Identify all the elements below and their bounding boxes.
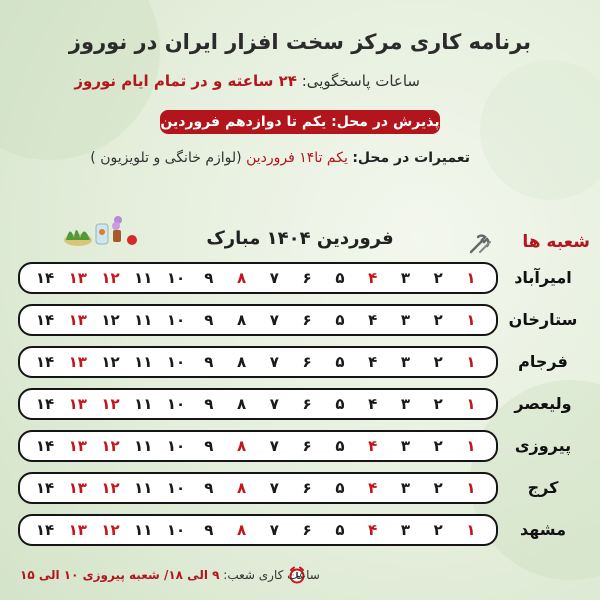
day-cell: ۸: [237, 395, 247, 413]
schedule-row: [18, 388, 498, 420]
day-cell: ۸: [237, 311, 247, 329]
day-cell: ۱۱: [134, 311, 153, 329]
day-cell: ۱: [466, 437, 476, 455]
branch-name: امیرآباد: [514, 268, 572, 287]
repairs-label: تعمیرات در محل:: [352, 150, 470, 166]
day-cell: ۸: [237, 479, 247, 497]
day-cell: ۱: [466, 395, 476, 413]
day-cell: ۱۰: [166, 395, 186, 413]
day-cell: ۹: [204, 479, 214, 497]
schedule-row: [18, 472, 498, 504]
day-cell: ۱۰: [166, 521, 186, 539]
day-cell: ۱۴: [35, 395, 55, 413]
day-cell: ۱۰: [166, 437, 186, 455]
day-cell: ۱۰: [166, 353, 186, 371]
branch-name: ولیعصر: [514, 394, 572, 413]
day-cell: ۲: [433, 269, 443, 287]
repairs-info: [90, 150, 470, 166]
day-cell: ۲: [433, 479, 443, 497]
day-cell: ۴: [368, 311, 378, 329]
day-list: [32, 264, 484, 292]
day-cell: ۶: [302, 395, 312, 413]
day-cell: ۱۴: [35, 521, 55, 539]
day-cell: ۱۱: [134, 395, 153, 413]
day-cell: ۵: [335, 521, 345, 539]
day-cell: ۱۴: [35, 479, 55, 497]
day-cell: ۸: [237, 353, 247, 371]
footer-hours: [20, 568, 320, 582]
branch-name: ستارخان: [508, 310, 578, 329]
branch-name: مشهد: [520, 520, 566, 539]
branch-name: کرج: [527, 478, 559, 497]
schedule-row: [18, 430, 498, 462]
day-cell: ۳: [400, 395, 410, 413]
day-cell: ۷: [269, 353, 279, 371]
day-cell: ۲: [433, 437, 443, 455]
day-cell: ۱۲: [101, 395, 120, 413]
day-cell: ۸: [237, 269, 247, 287]
day-cell: ۴: [368, 437, 378, 455]
day-cell: ۱۲: [101, 479, 120, 497]
haftsin-icon: [60, 210, 140, 250]
day-cell: ۱۰: [166, 479, 186, 497]
day-cell: ۱۳: [68, 353, 87, 371]
day-cell: ۵: [335, 311, 345, 329]
day-cell: ۱۲: [101, 269, 120, 287]
branches-header: شعبه ها: [522, 232, 590, 252]
day-cell: ۱۳: [68, 437, 87, 455]
day-list: [32, 432, 484, 460]
day-cell: ۸: [237, 521, 247, 539]
day-cell: ۷: [269, 521, 279, 539]
day-cell: ۷: [269, 311, 279, 329]
support-hours-label: ساعات پاسخگویی:: [301, 72, 420, 90]
day-cell: ۸: [237, 437, 247, 455]
day-cell: ۱۱: [134, 437, 153, 455]
schedule-row: [18, 304, 498, 336]
day-cell: ۳: [400, 479, 410, 497]
day-cell: ۲: [433, 311, 443, 329]
day-cell: ۱: [466, 353, 476, 371]
day-cell: ۱۱: [134, 521, 153, 539]
day-cell: ۱۱: [134, 269, 153, 287]
day-cell: ۲: [433, 521, 443, 539]
day-cell: ۱: [466, 311, 476, 329]
day-cell: ۵: [335, 437, 345, 455]
day-cell: ۴: [368, 269, 378, 287]
day-cell: ۲: [433, 353, 443, 371]
day-cell: ۱۴: [35, 311, 55, 329]
day-cell: ۷: [269, 395, 279, 413]
schedule-row: [18, 262, 498, 294]
day-cell: ۱: [466, 269, 476, 287]
day-cell: ۴: [368, 521, 378, 539]
day-list: [32, 474, 484, 502]
tools-icon: [468, 233, 494, 255]
day-list: [32, 306, 484, 334]
page-title: برنامه کاری مرکز سخت افزار ایران در نوروز: [68, 30, 532, 54]
day-cell: ۴: [368, 395, 378, 413]
day-cell: ۶: [302, 311, 312, 329]
day-cell: ۷: [269, 269, 279, 287]
day-list: [32, 516, 484, 544]
day-cell: ۶: [302, 353, 312, 371]
day-cell: ۲: [433, 395, 443, 413]
day-cell: ۵: [335, 269, 345, 287]
day-list: [32, 390, 484, 418]
day-cell: ۶: [302, 269, 312, 287]
background-decoration: [480, 60, 600, 200]
day-cell: ۱۲: [101, 353, 120, 371]
day-cell: ۹: [204, 311, 214, 329]
day-cell: ۱۰: [166, 311, 186, 329]
day-cell: ۱۴: [35, 269, 55, 287]
day-cell: ۹: [204, 353, 214, 371]
branch-name: فرجام: [518, 352, 568, 371]
day-cell: ۱۳: [68, 269, 87, 287]
day-cell: ۴: [368, 479, 378, 497]
day-cell: ۱: [466, 479, 476, 497]
day-cell: ۷: [269, 479, 279, 497]
day-cell: ۱۱: [134, 353, 153, 371]
footer-hours-value: ۹ الی ۱۸/ شعبه پیروزی ۱۰ الی ۱۵: [20, 568, 220, 582]
branch-name: پیروزی: [514, 436, 572, 455]
day-cell: ۱۳: [68, 395, 87, 413]
day-cell: ۹: [204, 269, 214, 287]
support-hours: [74, 72, 420, 90]
day-list: [32, 348, 484, 376]
day-cell: ۶: [302, 479, 312, 497]
day-cell: ۳: [400, 353, 410, 371]
day-cell: ۷: [269, 437, 279, 455]
repairs-value: یکم تا۱۴ فروردین: [246, 150, 348, 166]
day-cell: ۶: [302, 437, 312, 455]
month-title: فروردین ۱۴۰۴ مبارک: [206, 228, 394, 249]
day-cell: ۹: [204, 437, 214, 455]
day-cell: ۱۲: [101, 311, 120, 329]
schedule-row: [18, 514, 498, 546]
day-cell: ۱۱: [134, 479, 153, 497]
day-cell: ۱۰: [166, 269, 186, 287]
day-cell: ۳: [400, 437, 410, 455]
day-cell: ۳: [400, 269, 410, 287]
day-cell: ۶: [302, 521, 312, 539]
day-cell: ۱۲: [101, 437, 120, 455]
day-cell: ۹: [204, 395, 214, 413]
schedule-row: [18, 346, 498, 378]
day-cell: ۵: [335, 395, 345, 413]
day-cell: ۱۳: [68, 521, 87, 539]
day-cell: ۱: [466, 521, 476, 539]
day-cell: ۱۳: [68, 311, 87, 329]
day-cell: ۱۳: [68, 479, 87, 497]
day-cell: ۹: [204, 521, 214, 539]
day-cell: ۴: [368, 353, 378, 371]
day-cell: ۵: [335, 353, 345, 371]
acceptance-banner: پذیرش در محل: یکم تا دوازدهم فروردین: [160, 110, 440, 134]
repairs-note: (لوازم خانگی و تلویزیون ): [90, 150, 242, 166]
day-cell: ۳: [400, 521, 410, 539]
day-cell: ۱۲: [101, 521, 120, 539]
support-hours-value: ۲۴ ساعته و در تمام ایام نوروز: [74, 72, 297, 90]
day-cell: ۳: [400, 311, 410, 329]
day-cell: ۵: [335, 479, 345, 497]
day-cell: ۱۴: [35, 437, 55, 455]
footer-hours-label: ساعت کاری شعب:: [223, 568, 320, 582]
day-cell: ۱۴: [35, 353, 55, 371]
